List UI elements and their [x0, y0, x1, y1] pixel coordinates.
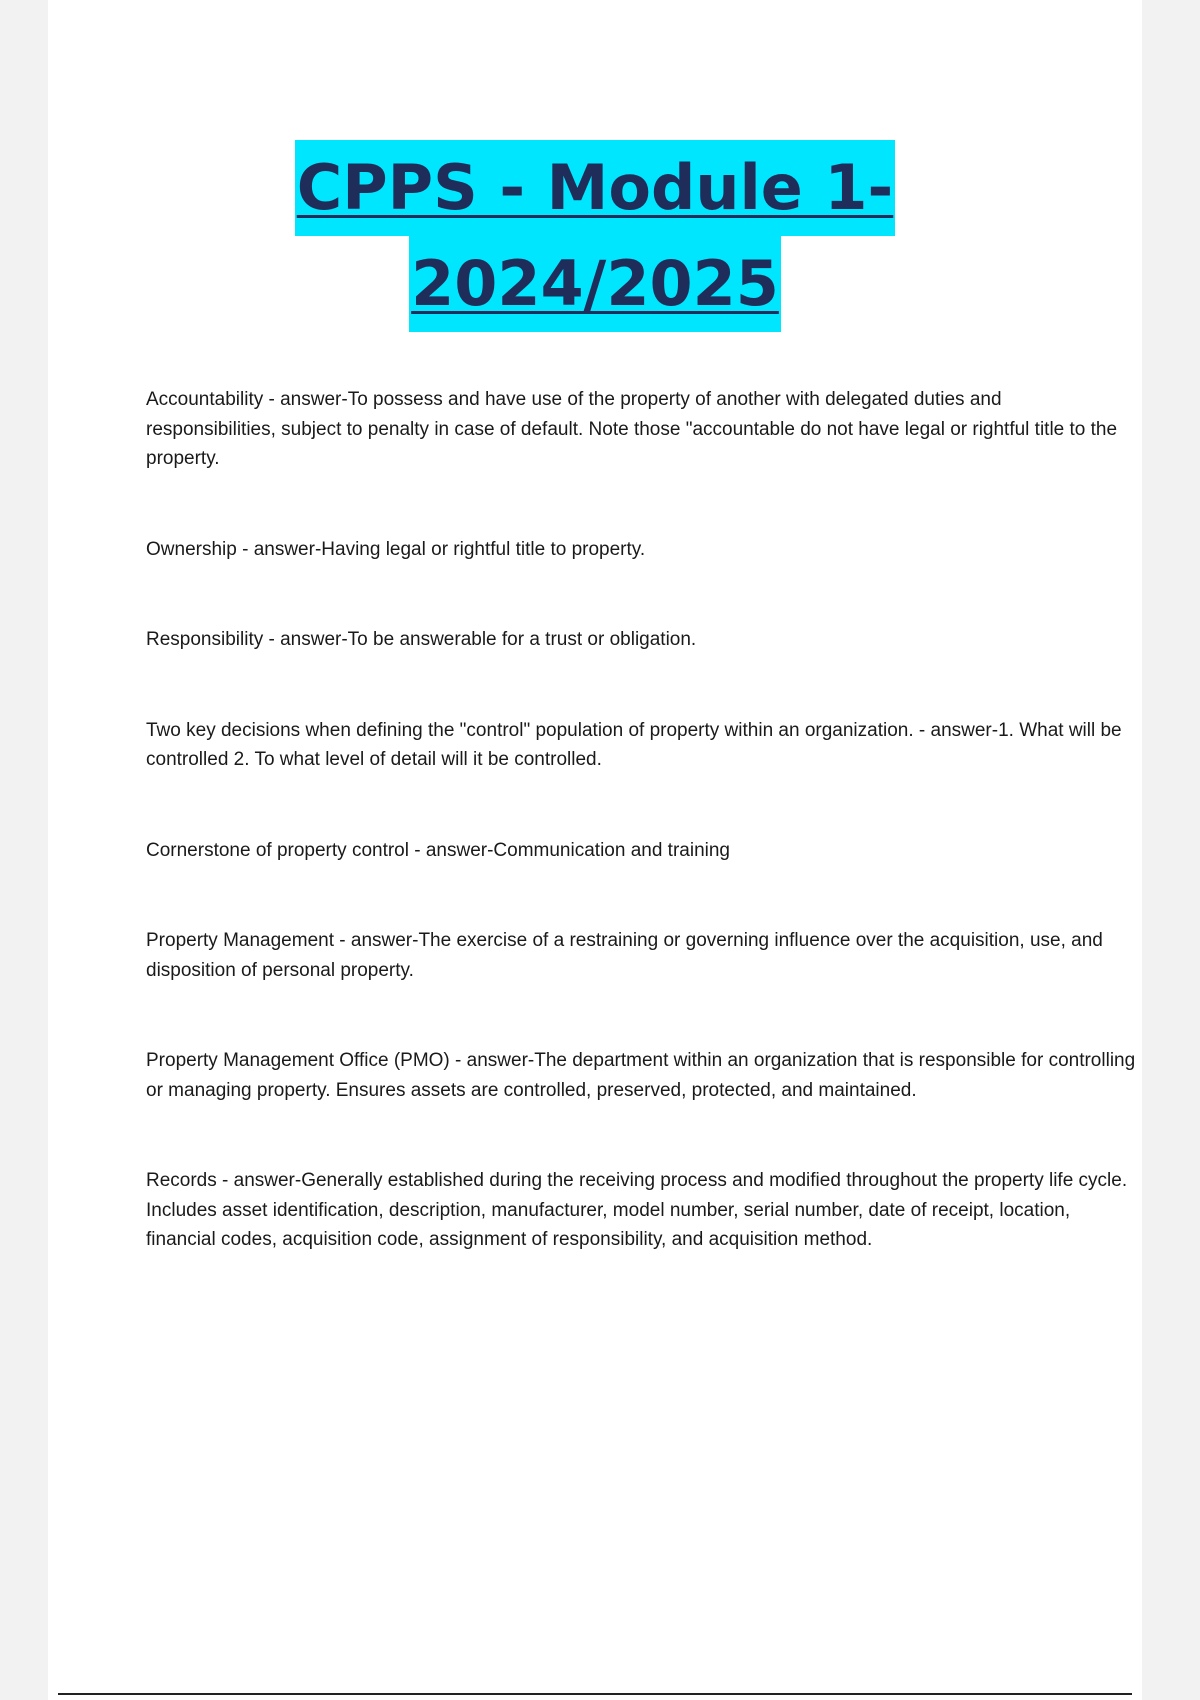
entry-responsibility: Responsibility - answer-To be answerable for a trust or obligation.	[146, 629, 697, 650]
entry-records: Records - answer-Generally established during the receiving process and modified throughout the property life cycle. Includes asset identification, description, manufacturer, model number, serial number, date of receipt, location, financial codes, acquisition code, assignment of responsibility, and acquisition method.	[146, 1170, 1128, 1250]
page-title	[48, 140, 1142, 332]
entry-property-management: Property Management - answer-The exercise of a restraining or governing influence over the acquisition, use, and disposition of personal property.	[146, 930, 1103, 981]
title-line-2: 2024/2025	[409, 236, 781, 332]
entry-pmo: Property Management Office (PMO) - answer-The department within an organization that is responsible for controlling or managing property. Ensures assets are controlled, preserved, protected, and maintained.	[146, 1050, 1136, 1101]
entry-accountability: Accountability - answer-To possess and have use of the property of another with delegated duties and responsibilities, subject to penalty in case of default. Note those "accountable do not have legal or rightful title to the property.	[146, 389, 1118, 469]
entry-control-decisions: Two key decisions when defining the "control" population of property within an organization. - answer-1. What will be controlled 2. To what level of detail will it be controlled.	[146, 719, 1122, 770]
flashcard-list	[146, 385, 1136, 1316]
entry-ownership: Ownership - answer-Having legal or rightful title to property.	[146, 538, 646, 560]
page-divider	[58, 1693, 1132, 1695]
entry-cornerstone: Cornerstone of property control - answer-Communication and training	[146, 839, 730, 861]
document-page	[48, 0, 1142, 1700]
title-line-1: CPPS - Module 1-	[295, 140, 896, 236]
